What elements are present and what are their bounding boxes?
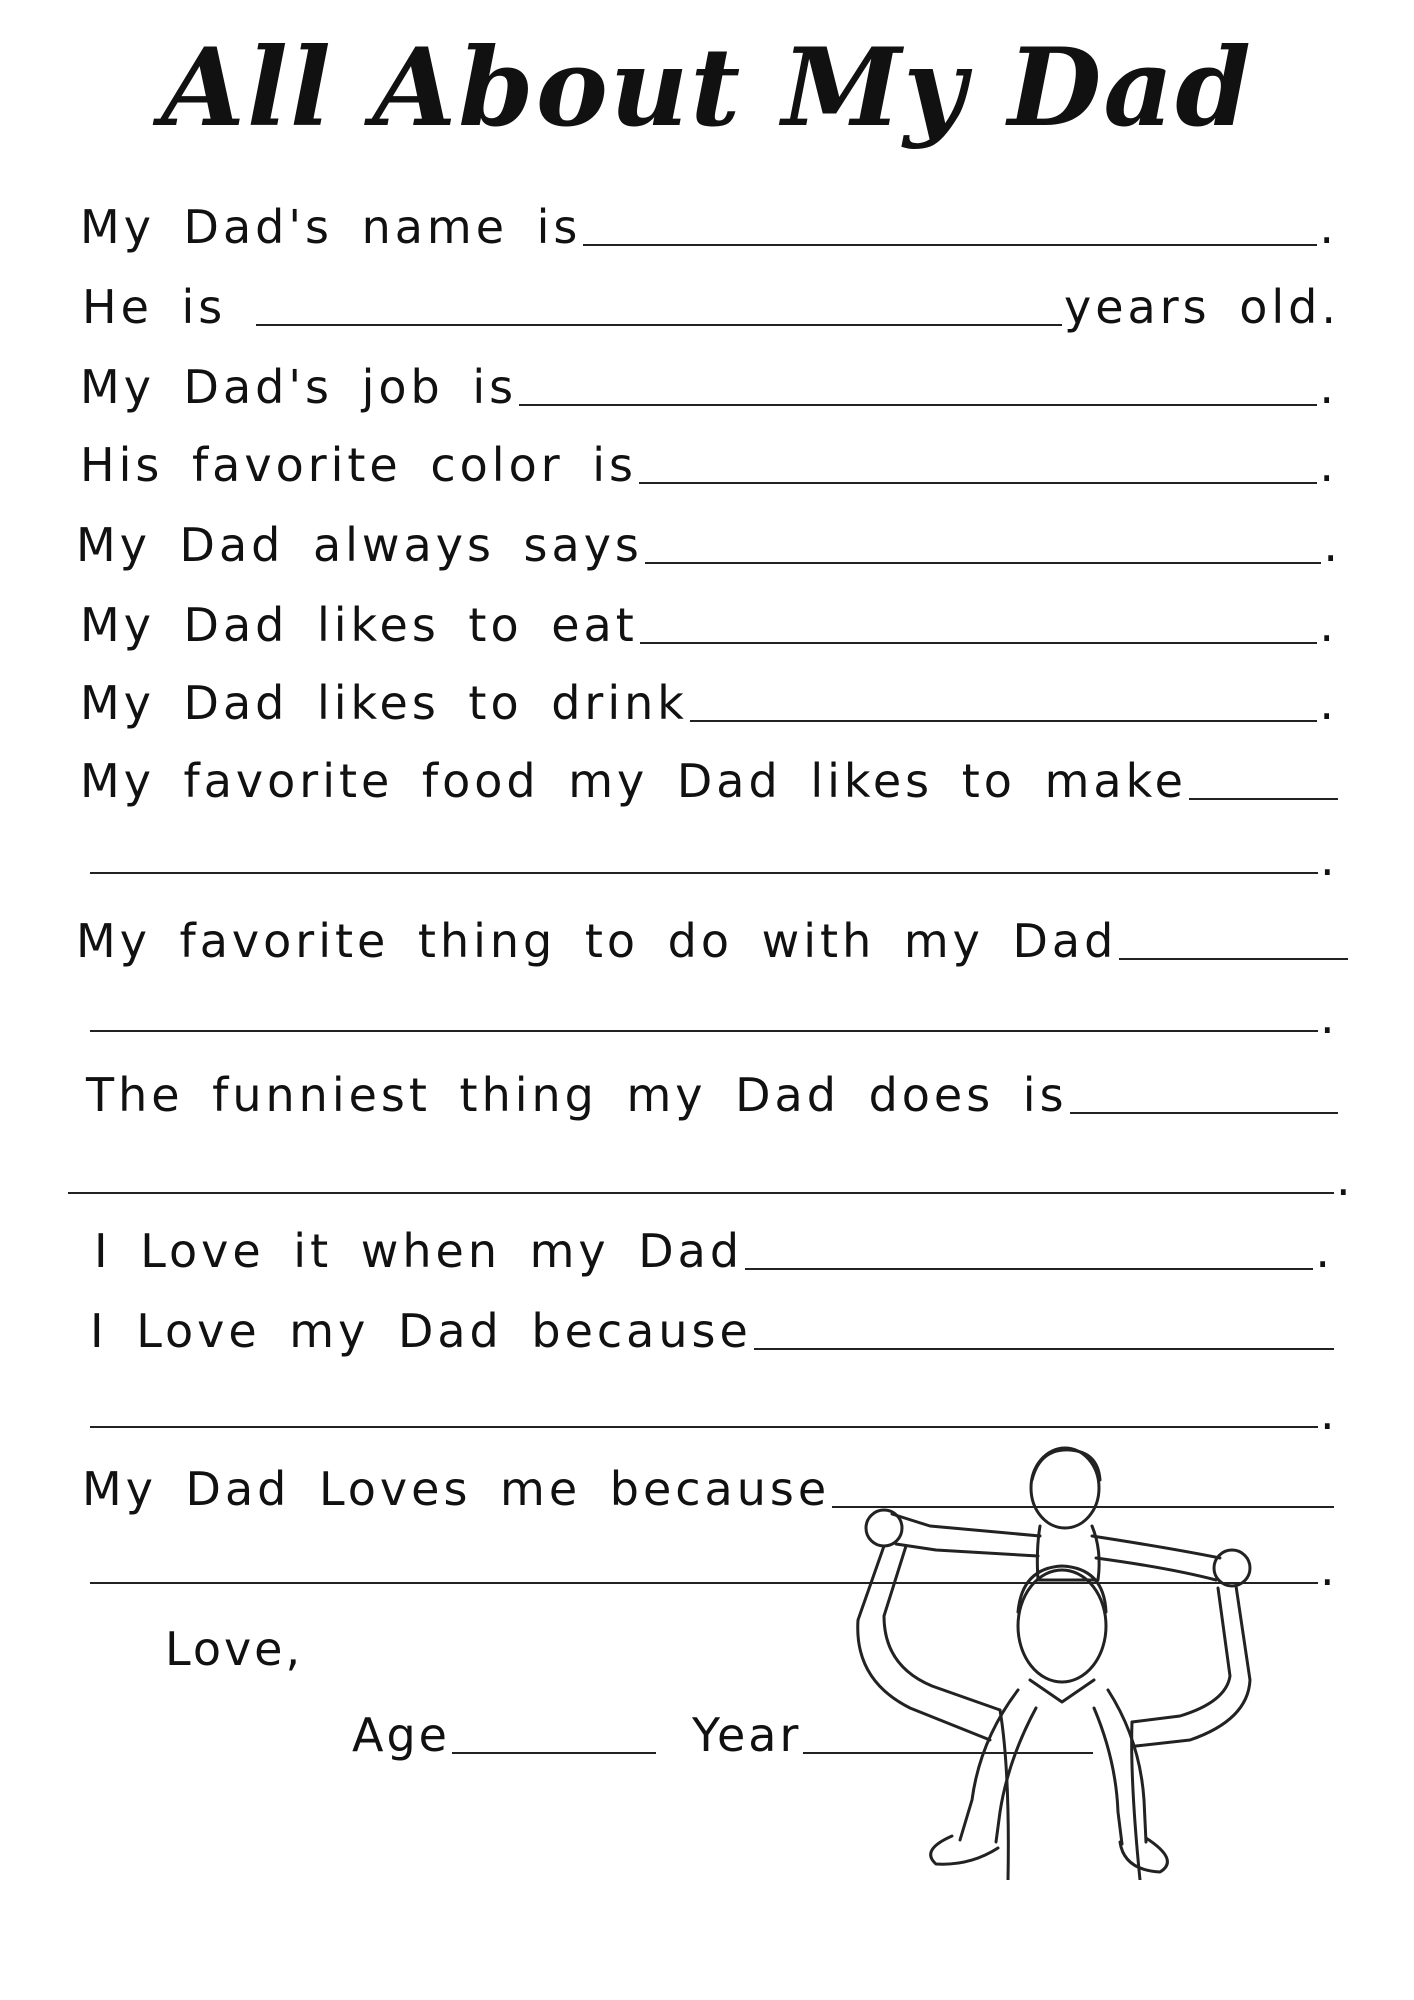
father-head bbox=[1018, 1570, 1106, 1682]
drink-line bbox=[80, 674, 1338, 732]
age-years-end: years old. bbox=[1064, 280, 1340, 334]
age-years-label: He is bbox=[82, 280, 227, 334]
right-hands bbox=[1214, 1550, 1250, 1586]
eat-blank[interactable] bbox=[640, 642, 1318, 644]
food-line bbox=[80, 752, 1338, 810]
color-blank[interactable] bbox=[639, 482, 1317, 484]
father-left-arm bbox=[858, 1546, 990, 1740]
loves-me-label: My Dad Loves me because bbox=[82, 1462, 831, 1516]
food-label: My favorite food my Dad likes to make bbox=[80, 754, 1187, 808]
child-right-arm-lower bbox=[1096, 1558, 1216, 1580]
says-blank[interactable] bbox=[645, 562, 1321, 564]
father-child-illustration bbox=[840, 1440, 1300, 1880]
job-line bbox=[80, 358, 1338, 416]
drink-blank[interactable] bbox=[690, 720, 1317, 722]
age-field bbox=[352, 1706, 656, 1764]
name-end: . bbox=[1319, 200, 1338, 254]
age-years-blank[interactable] bbox=[256, 324, 1062, 326]
father-right-arm bbox=[1136, 1586, 1250, 1746]
child-right-shoe bbox=[1120, 1838, 1167, 1872]
child-left-arm-lower bbox=[896, 1544, 1038, 1556]
color-line bbox=[80, 436, 1338, 494]
love-when-end: . bbox=[1315, 1224, 1334, 1278]
funniest-continuation-blank[interactable] bbox=[68, 1192, 1334, 1194]
love-when-label: I Love it when my Dad bbox=[94, 1224, 744, 1278]
activity-label: My favorite thing to do with my Dad bbox=[76, 914, 1118, 968]
father-hair bbox=[1018, 1566, 1106, 1612]
says-end: . bbox=[1323, 518, 1342, 572]
child-hair bbox=[1032, 1450, 1100, 1480]
eat-line bbox=[80, 596, 1338, 654]
eat-label: My Dad likes to eat bbox=[80, 598, 638, 652]
love-when-line bbox=[94, 1222, 1334, 1280]
drink-end: . bbox=[1319, 676, 1338, 730]
love-when-blank[interactable] bbox=[745, 1268, 1313, 1270]
activity-continuation-end: . bbox=[1320, 990, 1335, 1044]
age-years-line bbox=[82, 278, 1340, 336]
father-right-arm-inner bbox=[1132, 1588, 1230, 1722]
child-right-arm bbox=[1092, 1536, 1220, 1558]
funniest-label: The funniest thing my Dad does is bbox=[86, 1068, 1068, 1122]
closing-text: Love, bbox=[165, 1622, 304, 1676]
food-continuation-end: . bbox=[1320, 832, 1335, 886]
drink-label: My Dad likes to drink bbox=[80, 676, 688, 730]
name-label: My Dad's name is bbox=[80, 200, 582, 254]
funniest-continuation-end: . bbox=[1336, 1152, 1351, 1206]
father-left-arm-inner bbox=[884, 1546, 1000, 1710]
name-blank[interactable] bbox=[583, 244, 1317, 246]
eat-end: . bbox=[1319, 598, 1338, 652]
love-because-line bbox=[90, 1302, 1334, 1360]
name-line bbox=[80, 198, 1338, 256]
child-right-leg-inner bbox=[1094, 1708, 1122, 1844]
funniest-line bbox=[86, 1066, 1338, 1124]
age-blank[interactable] bbox=[452, 1752, 656, 1754]
love-because-blank[interactable] bbox=[754, 1348, 1334, 1350]
color-label: His favorite color is bbox=[80, 438, 637, 492]
activity-blank[interactable] bbox=[1119, 958, 1348, 960]
color-end: . bbox=[1319, 438, 1338, 492]
child-left-arm bbox=[892, 1514, 1040, 1536]
age-label: Age bbox=[352, 1708, 450, 1762]
love-because-continuation-end: . bbox=[1320, 1386, 1335, 1440]
page-title: All About My Dad bbox=[161, 25, 1253, 151]
job-blank[interactable] bbox=[519, 404, 1317, 406]
activity-line bbox=[76, 912, 1348, 970]
food-blank[interactable] bbox=[1189, 798, 1338, 800]
love-because-continuation-blank[interactable] bbox=[90, 1426, 1318, 1428]
activity-continuation-blank[interactable] bbox=[90, 1030, 1318, 1032]
food-continuation-blank[interactable] bbox=[90, 872, 1318, 874]
child-left-shoe bbox=[931, 1836, 998, 1864]
left-hands bbox=[866, 1510, 902, 1546]
year-label: Year bbox=[692, 1708, 802, 1762]
job-end: . bbox=[1319, 360, 1338, 414]
love-because-label: I Love my Dad because bbox=[90, 1304, 752, 1358]
job-label: My Dad's job is bbox=[80, 360, 518, 414]
says-label: My Dad always says bbox=[76, 518, 643, 572]
funniest-blank[interactable] bbox=[1070, 1112, 1338, 1114]
loves-me-continuation-end: . bbox=[1320, 1542, 1335, 1596]
says-line bbox=[76, 516, 1342, 574]
